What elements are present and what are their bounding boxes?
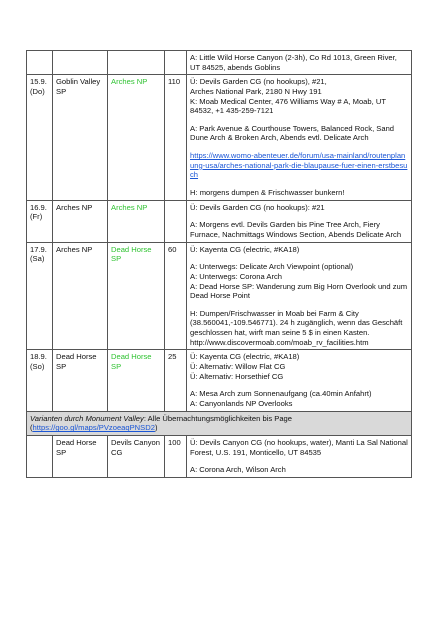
date-cell: 18.9. (So)	[27, 350, 53, 411]
detail-line: A: Unterwegs: Corona Arch	[190, 271, 283, 281]
variant-link-paren-open: (	[30, 423, 33, 433]
block-gap	[190, 254, 408, 262]
details-cell	[187, 350, 412, 411]
date-cell: 16.9. (Fr)	[27, 200, 53, 242]
place-cell: Arches NP	[53, 242, 108, 350]
destination-cell: Dead Horse SP	[108, 242, 165, 350]
detail-line: A: Dead Horse SP: Wanderung zum Big Horn Overlook und zum Dead Horse Point	[190, 281, 408, 301]
date-cell	[27, 435, 53, 477]
block-gap	[190, 301, 408, 309]
date-cell	[27, 51, 53, 75]
destination-cell: Arches NP	[108, 75, 165, 200]
place-cell: Arches NP	[53, 200, 108, 242]
detail-line: Arches National Park, 2180 N Hwy 191	[190, 86, 322, 96]
table-row	[27, 242, 412, 350]
detail-line: H: morgens dumpen & Frischwasser bunkern!	[190, 188, 345, 198]
detail-line: A: Mesa Arch zum Sonnenaufgang (ca.40min Anfahrt)	[190, 389, 372, 399]
block-gap	[190, 180, 408, 188]
block-gap	[190, 143, 408, 151]
details-cell	[187, 51, 412, 75]
date-cell: 15.9. (Do)	[27, 75, 53, 200]
block-gap	[190, 116, 408, 124]
distance-cell	[165, 51, 187, 75]
distance-cell: 25	[165, 350, 187, 411]
detail-line: Ü: Devils Canyon CG (no hookups, water), Manti La Sal National Forest, U.S. 191, Monticello, UT 84535	[190, 437, 408, 457]
detail-line: A: Morgens evtl. Devils Garden bis Pine Tree Arch, Fiery Furnace, Nachmittags Windows Section, Abends Delicate Arch	[190, 220, 402, 239]
detail-line: A: Canyonlands NP Overlooks	[190, 398, 293, 408]
details-cell	[187, 435, 412, 477]
variant-link[interactable]: https://goo.gl/maps/PVzoeaqPNSD2	[32, 423, 155, 433]
detail-line: http://www.discovermoab.com/moab_rv_facilities.htm	[190, 337, 369, 347]
table-row	[27, 51, 412, 75]
variant-text: : Alle Übernachtungsmöglichkeiten bis Page	[143, 413, 292, 423]
detail-line: Ü: Kayenta CG (electric, #KA18)	[190, 244, 300, 254]
place-cell: Goblin Valley SP	[53, 75, 108, 200]
forum-link[interactable]: https://www.womo-abenteuer.de/forum/usa-mainland/routenplanung-usa/arches-national-park-die-blaupause-fuer-einen-erstbesuch	[190, 151, 408, 180]
detail-line: A: Unterwegs: Delicate Arch Viewpoint (optional)	[190, 262, 354, 272]
table-row	[27, 435, 412, 477]
detail-line: Ü: Alternativ: Horsethief CG	[190, 371, 284, 381]
detail-line: A: Little Wild Horse Canyon (2-3h), Co Rd 1013, Green River, UT 84525, abends Goblins	[190, 53, 397, 72]
variant-title: Varianten durch Monument Valley	[30, 413, 144, 423]
destination-cell: Arches NP	[108, 200, 165, 242]
distance-cell	[165, 200, 187, 242]
destination-cell: Dead Horse SP	[108, 350, 165, 411]
block-gap	[190, 212, 408, 220]
table-row	[27, 200, 412, 242]
detail-line: Ü: Kayenta CG (electric, #KA18)	[190, 352, 300, 362]
distance-cell: 60	[165, 242, 187, 350]
place-cell: Dead Horse SP	[53, 435, 108, 477]
itinerary-table	[26, 50, 412, 478]
block-gap	[190, 381, 408, 389]
detail-line: A: Park Avenue & Courthouse Towers, Balanced Rock, Sand Dune Arch & Broken Arch, Abends evtl. Delicate Arch	[190, 123, 395, 143]
destination-cell	[108, 51, 165, 75]
variant-cell	[27, 411, 412, 435]
destination-cell: Devils Canyon CG	[108, 435, 165, 477]
detail-line: Ü: Devils Garden CG (no hookups), #21,	[190, 77, 327, 87]
details-cell	[187, 75, 412, 200]
table-row	[27, 350, 412, 411]
variant-link-paren-close: )	[154, 423, 158, 433]
place-cell: Dead Horse SP	[53, 350, 108, 411]
details-cell	[187, 200, 412, 242]
distance-cell: 110	[165, 75, 187, 200]
date-cell: 17.9. (Sa)	[27, 242, 53, 350]
detail-line: Ü: Alternativ: Willow Flat CG	[190, 362, 286, 372]
detail-line: H: Dumpen/Frischwasser in Moab bei Farm & City (38.560041,-109.546771). 24 h zugänglich, wenn das Geschäft geschlossen hat, wirft man seine 5 $ in einen Kasten.	[190, 308, 403, 338]
distance-cell: 100	[165, 435, 187, 477]
place-cell	[53, 51, 108, 75]
details-cell	[187, 242, 412, 350]
detail-line: Ü: Devils Garden CG (no hookups): #21	[190, 202, 325, 212]
variant-row	[27, 411, 412, 435]
table-row	[27, 75, 412, 200]
block-gap	[190, 457, 408, 465]
detail-line: K: Moab Medical Center, 476 Williams Way # A, Moab, UT 84532, +1 435-259-7121	[190, 96, 386, 116]
detail-line: A: Corona Arch, Wilson Arch	[190, 465, 286, 475]
